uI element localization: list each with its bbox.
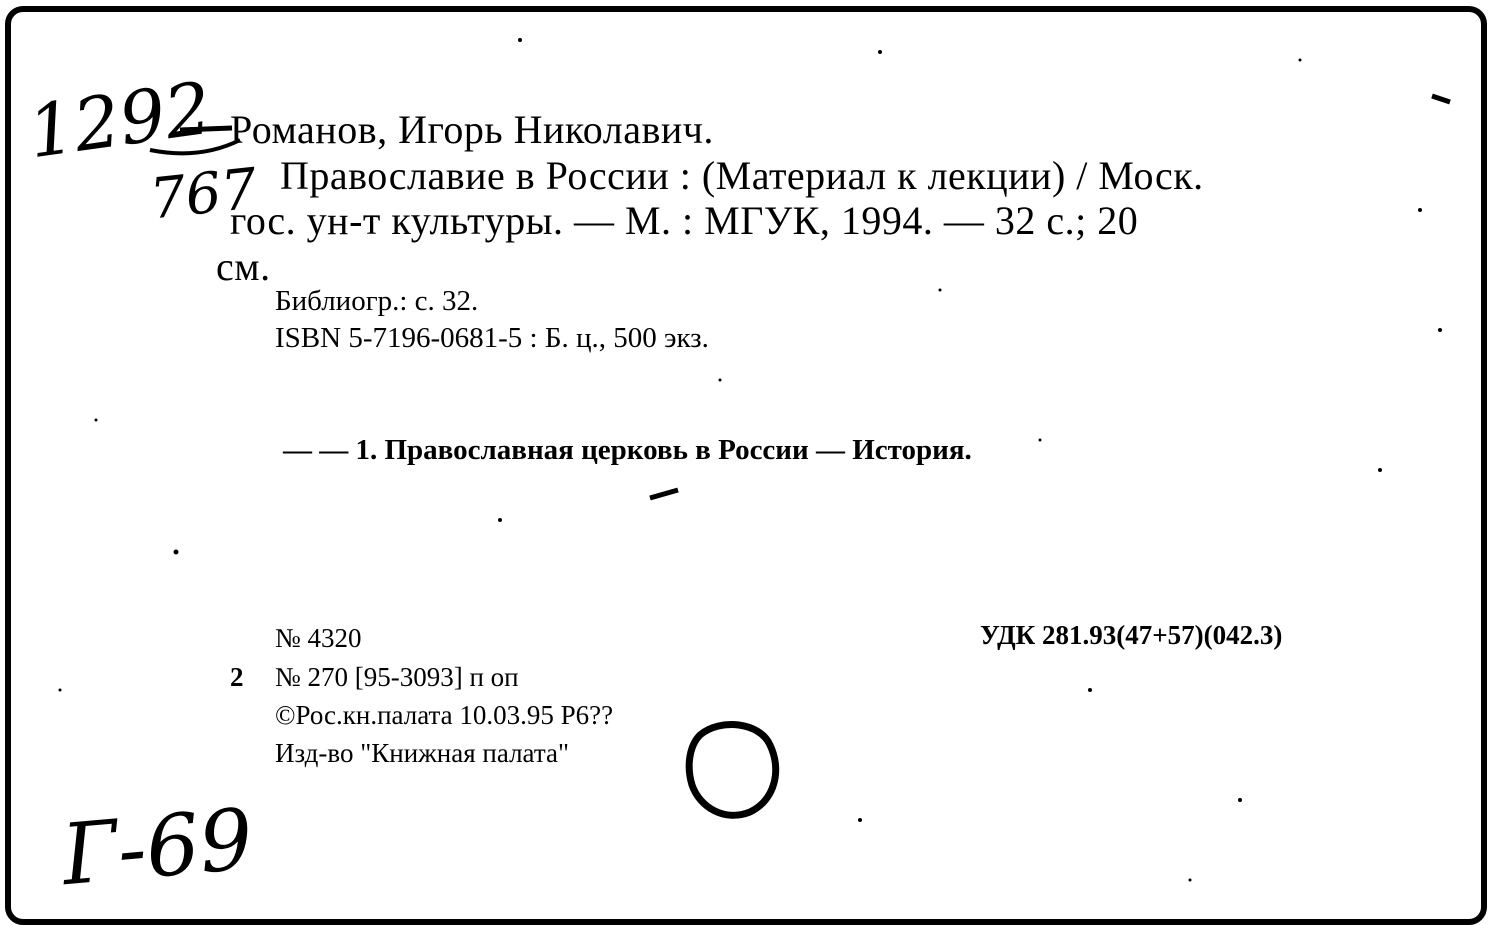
footer-udk: УДК 281.93(47+57)(042.3) [980, 620, 1283, 650]
subject-tracing: — — 1. Православная церковь в России — История. [283, 434, 972, 466]
note-bibliography: Библиогр.: с. 32. [275, 285, 479, 317]
punched-hole-outline [689, 725, 776, 816]
handwritten-dash [180, 128, 232, 130]
footer-copy-mark: 2 [230, 662, 244, 692]
entry-heading: Романов, Игорь Николавич. [230, 107, 714, 152]
entry-title-line-3: см. [216, 244, 271, 289]
note-isbn: ISBN 5-7196-0681-5 : Б. ц., 500 экз. [275, 322, 709, 354]
handwritten-call-number-bottom: Г-69 [58, 789, 257, 905]
entry-title-line-1: Православие в России : (Материал к лекции) / Моск. [280, 153, 1204, 198]
handwritten-call-number-sub: 767 [146, 156, 260, 233]
footer-copyright: ©Рос.кн.палата 10.03.95 Р6?? [275, 700, 614, 730]
entry-title-line-2: гос. ун-т культуры. — М. : МГУК, 1994. — 32 с.; 20 [230, 198, 1139, 243]
stray-mark-right [1432, 96, 1450, 102]
handwritten-call-number-top: 1292 [23, 65, 217, 175]
stray-mark [650, 490, 678, 498]
footer-number-1: № 4320 [275, 623, 362, 653]
footer-publisher: Изд-во "Книжная палата" [275, 738, 569, 768]
footer-number-2: № 270 [95-3093] п оп [275, 662, 519, 692]
handwritten-underline [150, 140, 240, 153]
